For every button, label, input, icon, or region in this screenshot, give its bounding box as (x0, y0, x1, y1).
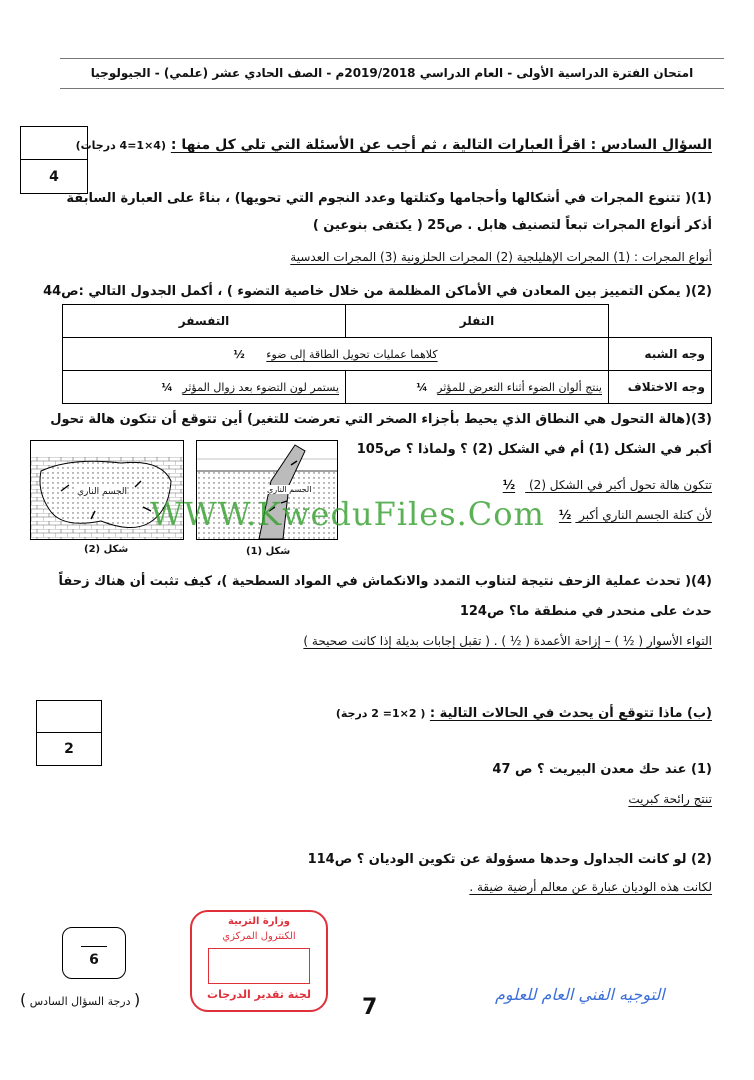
q3-answer2-text: لأن كتلة الجسم الناري أكبر (579, 508, 712, 522)
partb-q1-answer: تنتج رائحة كبريت (628, 792, 712, 806)
q1-line2: أذكر أنواع المجرات تبعاً لتصنيف هابل . ص25 ( يكتفى بنوعين ) (312, 218, 712, 233)
q3-answer1 (503, 478, 712, 492)
exam-header: امتحان الفترة الدراسية الأولى - العام الدراسي 2019/2018م - الصف الحادي عشر (علمي) - الجيولوجيا (90, 66, 694, 80)
partb-q1: (1) عند حك معدن البيريت ؟ ص 47 (492, 762, 712, 777)
total-score-label: ( درجة السؤال السادس ) (20, 990, 141, 1009)
partb-q2-answer: لكانت هذه الوديان عبارة عن معالم أرضية ضيقة . (469, 880, 712, 894)
difference-phosphorescence: يستمر لون التضوء بعد زوال المؤثر (182, 380, 339, 394)
partb-title-text: (ب) ماذا تتوقع أن يحدث في الحالات التالية : (429, 706, 712, 721)
header-fluorescence: التفلر (346, 305, 609, 338)
header-rule (60, 88, 724, 89)
partb-score-value: 2 (64, 741, 74, 757)
difference-phosphorescence-mark: ¼ (161, 380, 173, 394)
table-corner (609, 305, 712, 338)
partb-title (336, 706, 712, 721)
figure-2-caption: شكل (2) (84, 544, 129, 555)
header-phosphorescence: التفسفر (63, 305, 346, 338)
q1-answer: أنواع المجرات : (1) المجرات الإهليلجية (2) المجرات الحلزونية (3) المجرات العدسية (290, 250, 712, 264)
q3-answer1-text: تتكون هالة تحول أكبر في الشكل (2) (528, 478, 712, 492)
figure-1-caption: شكل (1) (246, 546, 291, 557)
section-score-value: 4 (49, 168, 59, 185)
q4-line2: حدث على منحدر في منطقة ما؟ ص124 (459, 604, 712, 619)
top-rule (60, 58, 724, 59)
q4-line1: (4)( تحدث عملية الزحف نتيجة لتناوب التمدد والانكماش في المواد السطحية )، كيف تثبت أن هناك زحفاً (58, 574, 712, 589)
row-difference: وجه الاختلاف (609, 371, 712, 404)
difference-fluorescence: ينتج ألوان الضوء أثناء التعرض للمؤثر (437, 380, 602, 394)
q3-answer2-mark: ½ (558, 508, 572, 522)
difference-fluorescence-mark: ¼ (416, 380, 428, 394)
stamp-line-3: لجنة تقدير الدرجات (207, 988, 311, 1001)
watermark: WWW.KweduFiles.Com (150, 495, 545, 533)
stamp-line-2: الكنترول المركزي (222, 931, 296, 942)
q3-line2: أكبر في الشكل (1) أم في الشكل (2) ؟ ولماذا ؟ ص105 (356, 442, 712, 457)
difference-phosphorescence-cell (63, 371, 346, 404)
q3-line1: (3)(هالة التحول هي النطاق الذي يحيط بأجزاء الصخر التي تعرضت للتغير) أين تتوقع أن تتكون هالة تحول (50, 412, 712, 427)
grading-stamp (190, 910, 328, 1012)
stamp-box (208, 948, 310, 984)
luminescence-table (62, 304, 712, 404)
total-score-box (62, 927, 126, 979)
q1-line1: (1)( تتنوع المجرات في أشكالها وأحجامها وكتلتها وعدد النجوم التي تحويها) ، بناءً على العبارة السابقة (66, 191, 712, 206)
row-similarity: وجه الشبه (609, 338, 712, 371)
section-marks: (4×1=4 درجات) (75, 139, 166, 152)
total-score-label-text: درجة السؤال السادس (29, 995, 131, 1008)
similarity-mark: ½ (233, 347, 245, 361)
section-title (76, 137, 712, 153)
similarity-answer: كلاهما عمليات تحويل الطاقة إلى ضوء (266, 347, 438, 361)
q4-answer: التواء الأسوار ( ½ ) – إزاحة الأعمدة ( ½ ) . ( تقبل إجابات بديلة إذا كانت صحيحة ) (303, 634, 712, 648)
similarity-answer-cell (63, 338, 609, 371)
page-number: 7 (362, 995, 378, 1020)
total-score-value: 6 (89, 952, 99, 968)
section-title-text: السؤال السادس : اقرأ العبارات التالية ، ثم أجب عن الأسئلة التي تلي كل منها : (170, 137, 712, 153)
total-score-line (81, 946, 107, 947)
stamp-line-1: وزارة التربية (228, 916, 290, 927)
partb-q2: (2) لو كانت الجداول وحدها مسؤولة عن تكوين الوديان ؟ ص114 (307, 852, 712, 867)
q2-line: (2)( يمكن التمييز بين المعادن في الأماكن المظلمة من خلال خاصية التضوء ) ، أكمل الجدول التالي :ص44 (43, 284, 712, 299)
signature: التوجيه الفني العام للعلوم (495, 985, 665, 1004)
partb-marks: ( 2×1= 2 درجة) (335, 707, 426, 720)
figure-1-label: الجسم الناري (267, 485, 312, 494)
figure-2-label: الجسم الناري (77, 487, 128, 497)
q3-answer1-mark: ½ (502, 478, 516, 492)
partb-score-box (36, 700, 102, 766)
difference-fluorescence-cell (346, 371, 609, 404)
partb-score-top (37, 701, 101, 733)
q3-answer2 (559, 508, 712, 522)
